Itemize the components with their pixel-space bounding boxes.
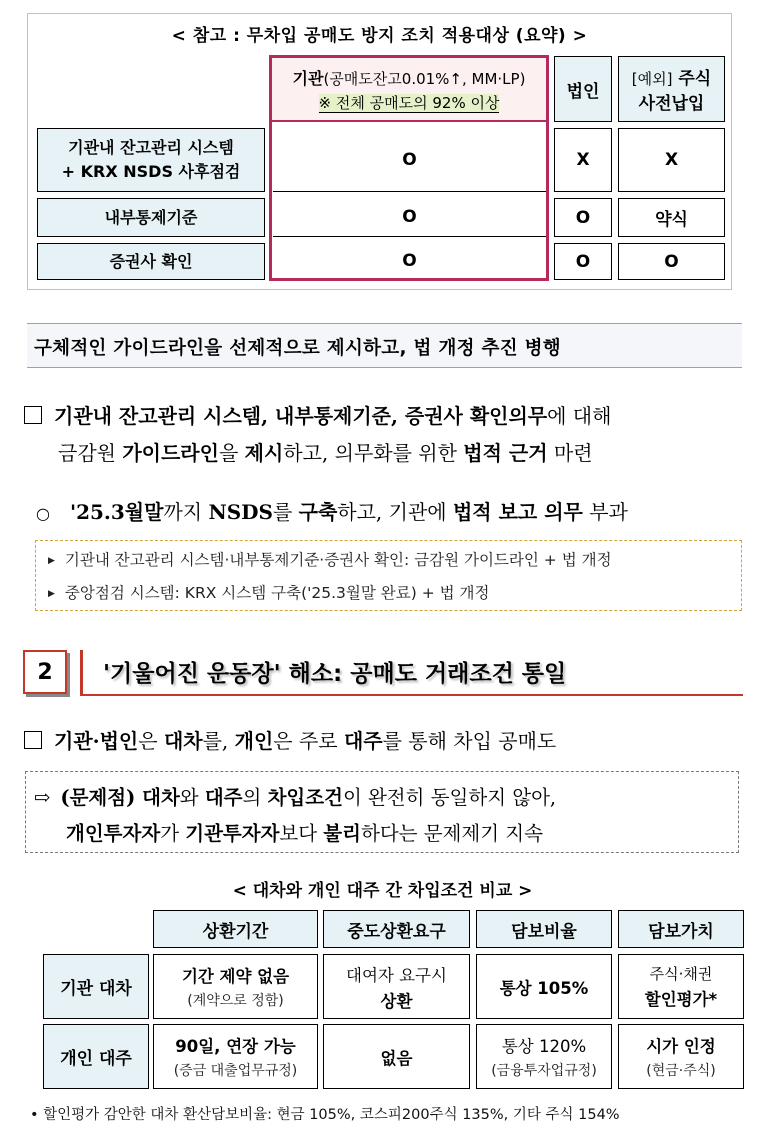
header-exception-line1: 주식	[678, 69, 712, 89]
para1-text: 금감원	[58, 441, 123, 465]
cell-sub: (금융투자업규정)	[491, 1063, 597, 1079]
comparison-header	[618, 910, 744, 948]
problem-line1	[34, 782, 556, 810]
comparison-row-label	[43, 1024, 149, 1089]
notes-box	[35, 540, 742, 611]
problem-text: 의	[242, 786, 268, 809]
para1-bold: 가이드라인	[122, 441, 219, 465]
para2-bold: NSDS	[208, 500, 273, 524]
comparison-header-label: 상환기간	[202, 921, 269, 942]
comparison-cell	[323, 1024, 470, 1089]
note-item	[48, 581, 489, 603]
para1-text: 에 대해	[547, 404, 612, 428]
problem-bold: 기관투자자	[185, 822, 280, 845]
header-exception-line2: 사전납입	[638, 94, 705, 114]
comparison-cell	[476, 954, 612, 1019]
problem-line2	[66, 818, 543, 846]
square-bullet-icon	[24, 406, 42, 424]
header-institution	[270, 56, 548, 122]
section-title: '기울어진 운동장' 해소: 공매도 거래조건 통일	[103, 661, 567, 687]
note-item	[48, 548, 612, 570]
problem-box	[25, 771, 739, 853]
cell-main: 없음	[380, 1048, 413, 1068]
header-exception-prefix: [예외]	[631, 70, 673, 88]
cell-main: 통상 120%	[501, 1037, 587, 1056]
arrow-right-icon: ⇨	[34, 786, 51, 809]
para3-text: 를,	[202, 729, 235, 753]
para1-text: 마련	[547, 441, 593, 465]
paragraph-1-line2	[58, 437, 593, 466]
comparison-header	[323, 910, 470, 948]
comparison-header	[476, 910, 612, 948]
para1-bold: 법적 근거	[463, 441, 548, 465]
paragraph-1-line1	[24, 400, 611, 429]
comparison-cell	[153, 1024, 318, 1089]
comparison-cell	[476, 1024, 612, 1089]
cell-sub: 상환	[380, 991, 413, 1011]
guide-heading: 구체적인 가이드라인을 선제적으로 제시하고, 법 개정 추진 병행	[34, 338, 561, 359]
para3-bold: 대차	[163, 729, 203, 753]
header-corporate-label: 법인	[566, 81, 600, 102]
square-bullet-icon	[24, 731, 42, 749]
cell-main: 시가 인정	[646, 1037, 716, 1056]
row3-corporate: O	[554, 243, 612, 280]
comparison-cell	[618, 1024, 744, 1089]
row-label-line1: 기관내 잔고관리 시스템	[68, 138, 234, 157]
para2-text: 를	[272, 500, 299, 524]
row1-exception: X	[618, 128, 725, 192]
section-divider-vertical	[80, 650, 83, 696]
row-label-broker-check	[37, 243, 265, 280]
comparison-row-label-text: 기관 대차	[60, 979, 132, 999]
row-label-line1: 증권사 확인	[109, 251, 193, 271]
comparison-row-label	[43, 954, 149, 1019]
row-label-line1: 내부통제기준	[104, 207, 198, 227]
comparison-header-label: 담보가치	[648, 921, 714, 942]
cell-sub: (현금·주식)	[646, 1063, 716, 1079]
problem-text: 가	[160, 822, 186, 845]
row2-institution: O	[273, 198, 546, 237]
row1-institution: O	[273, 128, 546, 192]
para2-text: 하고, 기관에	[337, 500, 453, 524]
para2-text: 까지	[163, 500, 209, 524]
reference-title: < 참고 : 무차입 공매도 방지 조치 적용대상 (요약) >	[171, 26, 588, 46]
problem-text: 이 완전히 동일하지 않아,	[342, 786, 557, 809]
comparison-cell	[323, 954, 470, 1019]
section-number-badge	[23, 650, 67, 694]
para1-text: 을	[218, 441, 245, 465]
section-divider-line	[80, 694, 743, 696]
para1-bold: 제시	[244, 441, 284, 465]
para3-bold: 기관·법인	[54, 729, 139, 753]
row-label-balance-system	[37, 128, 265, 192]
problem-bold: (문제점)	[60, 786, 143, 809]
problem-bold: 차입조건	[267, 786, 343, 809]
para1-bold: 기관내 잔고관리 시스템, 내부통제기준, 증권사 확인의무	[54, 404, 548, 428]
note-text: 중앙점검 시스템: KRX 시스템 구축('25.3월말 완료) + 법 개정	[64, 584, 490, 602]
header-exception	[618, 56, 725, 122]
problem-bold: 대차	[142, 786, 180, 809]
row3-institution: O	[273, 243, 546, 278]
header-institution-detail: (공매도잔고0.01%↑, MM·LP)	[323, 69, 526, 88]
cell-main: 통상 105%	[499, 978, 589, 998]
paragraph-2	[36, 496, 628, 525]
problem-text: 보다	[279, 822, 324, 845]
comparison-cell	[153, 954, 318, 1019]
cell-main: 주식·채권	[649, 965, 713, 983]
section-number: 2	[37, 659, 53, 685]
problem-bold: 불리	[323, 822, 361, 845]
row2-corporate: O	[554, 198, 612, 237]
para1-text: 하고, 의무화를 위한	[283, 441, 464, 465]
para3-bold: 개인	[234, 729, 274, 753]
triangle-bullet-icon: ▶	[48, 589, 55, 599]
cell-sub: (증금 대출업무규정)	[173, 1063, 298, 1079]
comparison-row-label-text: 개인 대주	[60, 1049, 132, 1069]
paragraph-3	[24, 725, 556, 754]
header-institution-title: 기관	[292, 68, 324, 88]
comparison-cell	[618, 954, 744, 1019]
row-label-internal-control	[37, 198, 265, 237]
para2-bold: '25.3월말	[69, 500, 164, 524]
cell-sub: 할인평가*	[644, 990, 718, 1009]
problem-bold: 대주	[204, 786, 243, 809]
para2-text: 부과	[582, 500, 628, 524]
para3-text: 은	[138, 729, 164, 753]
comparison-header	[153, 910, 318, 948]
para3-text: 를 통해 차입 공매도	[382, 729, 557, 753]
comparison-header-label: 담보비율	[511, 921, 577, 942]
para2-bold: 구축	[298, 500, 338, 524]
header-institution-note: ※ 전체 공매도의 92% 이상	[318, 93, 500, 112]
header-corporate	[554, 56, 612, 122]
cell-main: 기간 제약 없음	[181, 967, 290, 986]
para2-bold: 법적 보고 의무	[452, 500, 583, 524]
row1-corporate: X	[554, 128, 612, 192]
row3-exception: O	[618, 243, 725, 280]
guide-heading-bar	[27, 323, 742, 368]
circle-bullet-icon: ○	[36, 504, 50, 523]
problem-text: 하다는 문제제기 지속	[360, 822, 543, 845]
comparison-footnote: • 할인평가 감안한 대차 환산담보비율: 현금 105%, 코스피200주식 135%, 기타 주식 154%	[30, 1107, 620, 1123]
row-label-line2: + KRX NSDS 사후점검	[61, 162, 241, 181]
comparison-title: < 대차와 개인 대주 간 차입조건 비교 >	[232, 881, 533, 901]
cell-main: 90일, 연장 가능	[175, 1037, 296, 1056]
note-text: 기관내 잔고관리 시스템·내부통제기준·증권사 확인: 금감원 가이드라인 + 법 개정	[64, 551, 612, 569]
cell-sub: (계약으로 정함)	[187, 993, 284, 1009]
problem-text: 와	[179, 786, 205, 809]
triangle-bullet-icon: ▶	[48, 556, 55, 566]
problem-bold: 개인투자자	[66, 822, 161, 845]
row2-exception: 약식	[618, 198, 725, 237]
para3-bold: 대주	[343, 729, 383, 753]
comparison-header-label: 중도상환요구	[347, 921, 446, 942]
cell-main: 대여자 요구시	[346, 965, 447, 985]
para3-text: 은 주로	[273, 729, 344, 753]
